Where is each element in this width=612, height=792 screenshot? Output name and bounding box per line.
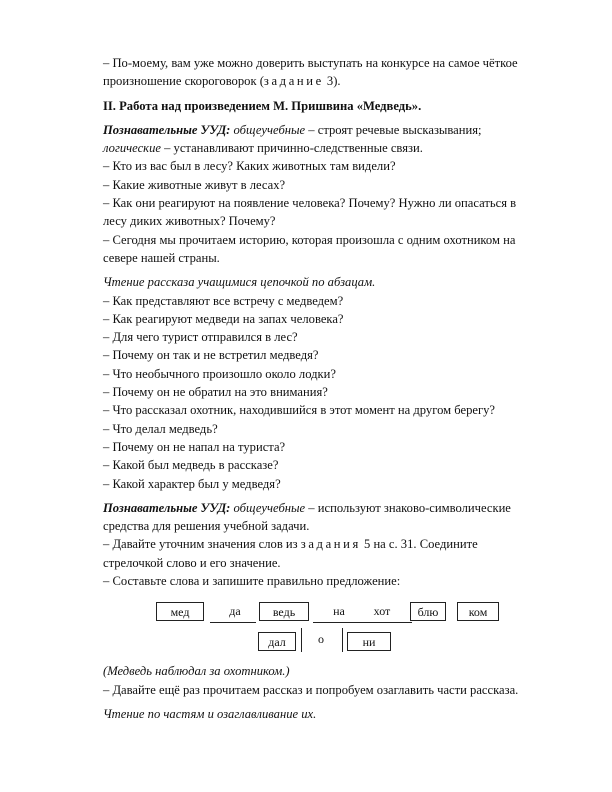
uud-text: – строят речевые высказывания; bbox=[305, 122, 482, 137]
task-paragraph bbox=[103, 535, 573, 572]
word-part-box: мед bbox=[156, 602, 204, 621]
question: – Как представляют все встречу с медведем? bbox=[103, 293, 344, 308]
text-line: – По-моему, вам уже можно доверить выступать на конкурсе на самое чёткое bbox=[103, 56, 518, 70]
uud-paragraph-2 bbox=[103, 499, 573, 536]
word-part-box: ведь bbox=[259, 602, 309, 621]
question: – Что необычного произошло около лодки? bbox=[103, 366, 336, 381]
word-part: да bbox=[229, 604, 241, 619]
text-line: 5 на с. 31. Соедините bbox=[360, 537, 478, 552]
text-line: произношение скороговорок ( bbox=[103, 74, 264, 89]
uud-text: средства для решения учебной задачи. bbox=[103, 519, 310, 534]
final-note: Чтение по частям и озаглавливание их. bbox=[103, 706, 317, 721]
answer-sentence: (Медведь наблюдал за охотником.) bbox=[103, 664, 290, 679]
divider-line bbox=[352, 622, 412, 623]
text-line: – Давайте уточним значения слов из bbox=[103, 537, 301, 552]
word-part-box: блю bbox=[410, 602, 446, 621]
word-part: о bbox=[318, 632, 324, 647]
uud-sublabel: общеучебные bbox=[233, 500, 306, 515]
word-part-box: дал bbox=[258, 632, 296, 651]
text-line: стрелочкой слово и его значение. bbox=[103, 555, 281, 570]
uud-text: – устанавливают причинно-следственные связи. bbox=[160, 141, 423, 156]
question: – Как реагируют медведи на запах человека? bbox=[103, 311, 344, 326]
uud-sublabel: логические bbox=[103, 141, 161, 156]
task-paragraph: – Составьте слова и запишите правильно предложение: bbox=[103, 574, 401, 589]
section-title: II. Работа над произведением М. Пришвина «Медведь». bbox=[103, 98, 422, 113]
paragraph-tongue-twisters bbox=[103, 54, 573, 91]
uud-text: – используют знаково-символические bbox=[305, 500, 511, 515]
question: – Какие животные живут в лесах? bbox=[103, 177, 286, 192]
question: – Что рассказал охотник, находившийся в этот момент на другом берегу? bbox=[103, 403, 496, 418]
uud-sublabel: общеучебные bbox=[233, 122, 306, 137]
divider-line bbox=[210, 622, 256, 623]
reading-note: Чтение рассказа учащимися цепочкой по абзацам. bbox=[103, 275, 376, 290]
question: – Какой характер был у медведя? bbox=[103, 476, 281, 491]
question bbox=[103, 194, 573, 231]
text-line: лесу диких животных? Почему? bbox=[103, 214, 276, 229]
text-line: – Как они реагируют на появление человека? Почему? Нужно ли опасаться в bbox=[103, 196, 517, 211]
word-part: хот bbox=[373, 604, 391, 619]
uud-paragraph-1 bbox=[103, 121, 573, 158]
divider-line bbox=[342, 628, 343, 652]
text-line: севере нашей страны. bbox=[103, 250, 220, 265]
text-line: – Сегодня мы прочитаем историю, которая произошла с одним охотником на bbox=[103, 232, 516, 247]
task-word: задания bbox=[300, 537, 361, 552]
word-part: на bbox=[333, 604, 345, 619]
task-word: задание bbox=[263, 74, 324, 89]
text-line: 3). bbox=[323, 74, 341, 89]
question: – Почему он не напал на туриста? bbox=[103, 439, 286, 454]
question: – Для чего турист отправился в лес? bbox=[103, 330, 298, 345]
question: – Почему он не обратил на это внимания? bbox=[103, 385, 328, 400]
word-part-box: ни bbox=[347, 632, 391, 651]
word-parts-diagram bbox=[103, 594, 573, 656]
uud-label: Познавательные УУД: bbox=[103, 500, 231, 515]
task-paragraph: – Давайте ещё раз прочитаем рассказ и попробуем озаглавить части рассказа. bbox=[103, 682, 519, 697]
question bbox=[103, 231, 573, 268]
question: – Какой был медведь в рассказе? bbox=[103, 458, 279, 473]
question: – Кто из вас был в лесу? Каких животных там видели? bbox=[103, 159, 396, 174]
uud-label: Познавательные УУД: bbox=[103, 122, 231, 137]
word-part-box: ком bbox=[457, 602, 499, 621]
question: – Что делал медведь? bbox=[103, 421, 218, 436]
question: – Почему он так и не встретил медведя? bbox=[103, 348, 319, 363]
document-page bbox=[103, 54, 573, 723]
